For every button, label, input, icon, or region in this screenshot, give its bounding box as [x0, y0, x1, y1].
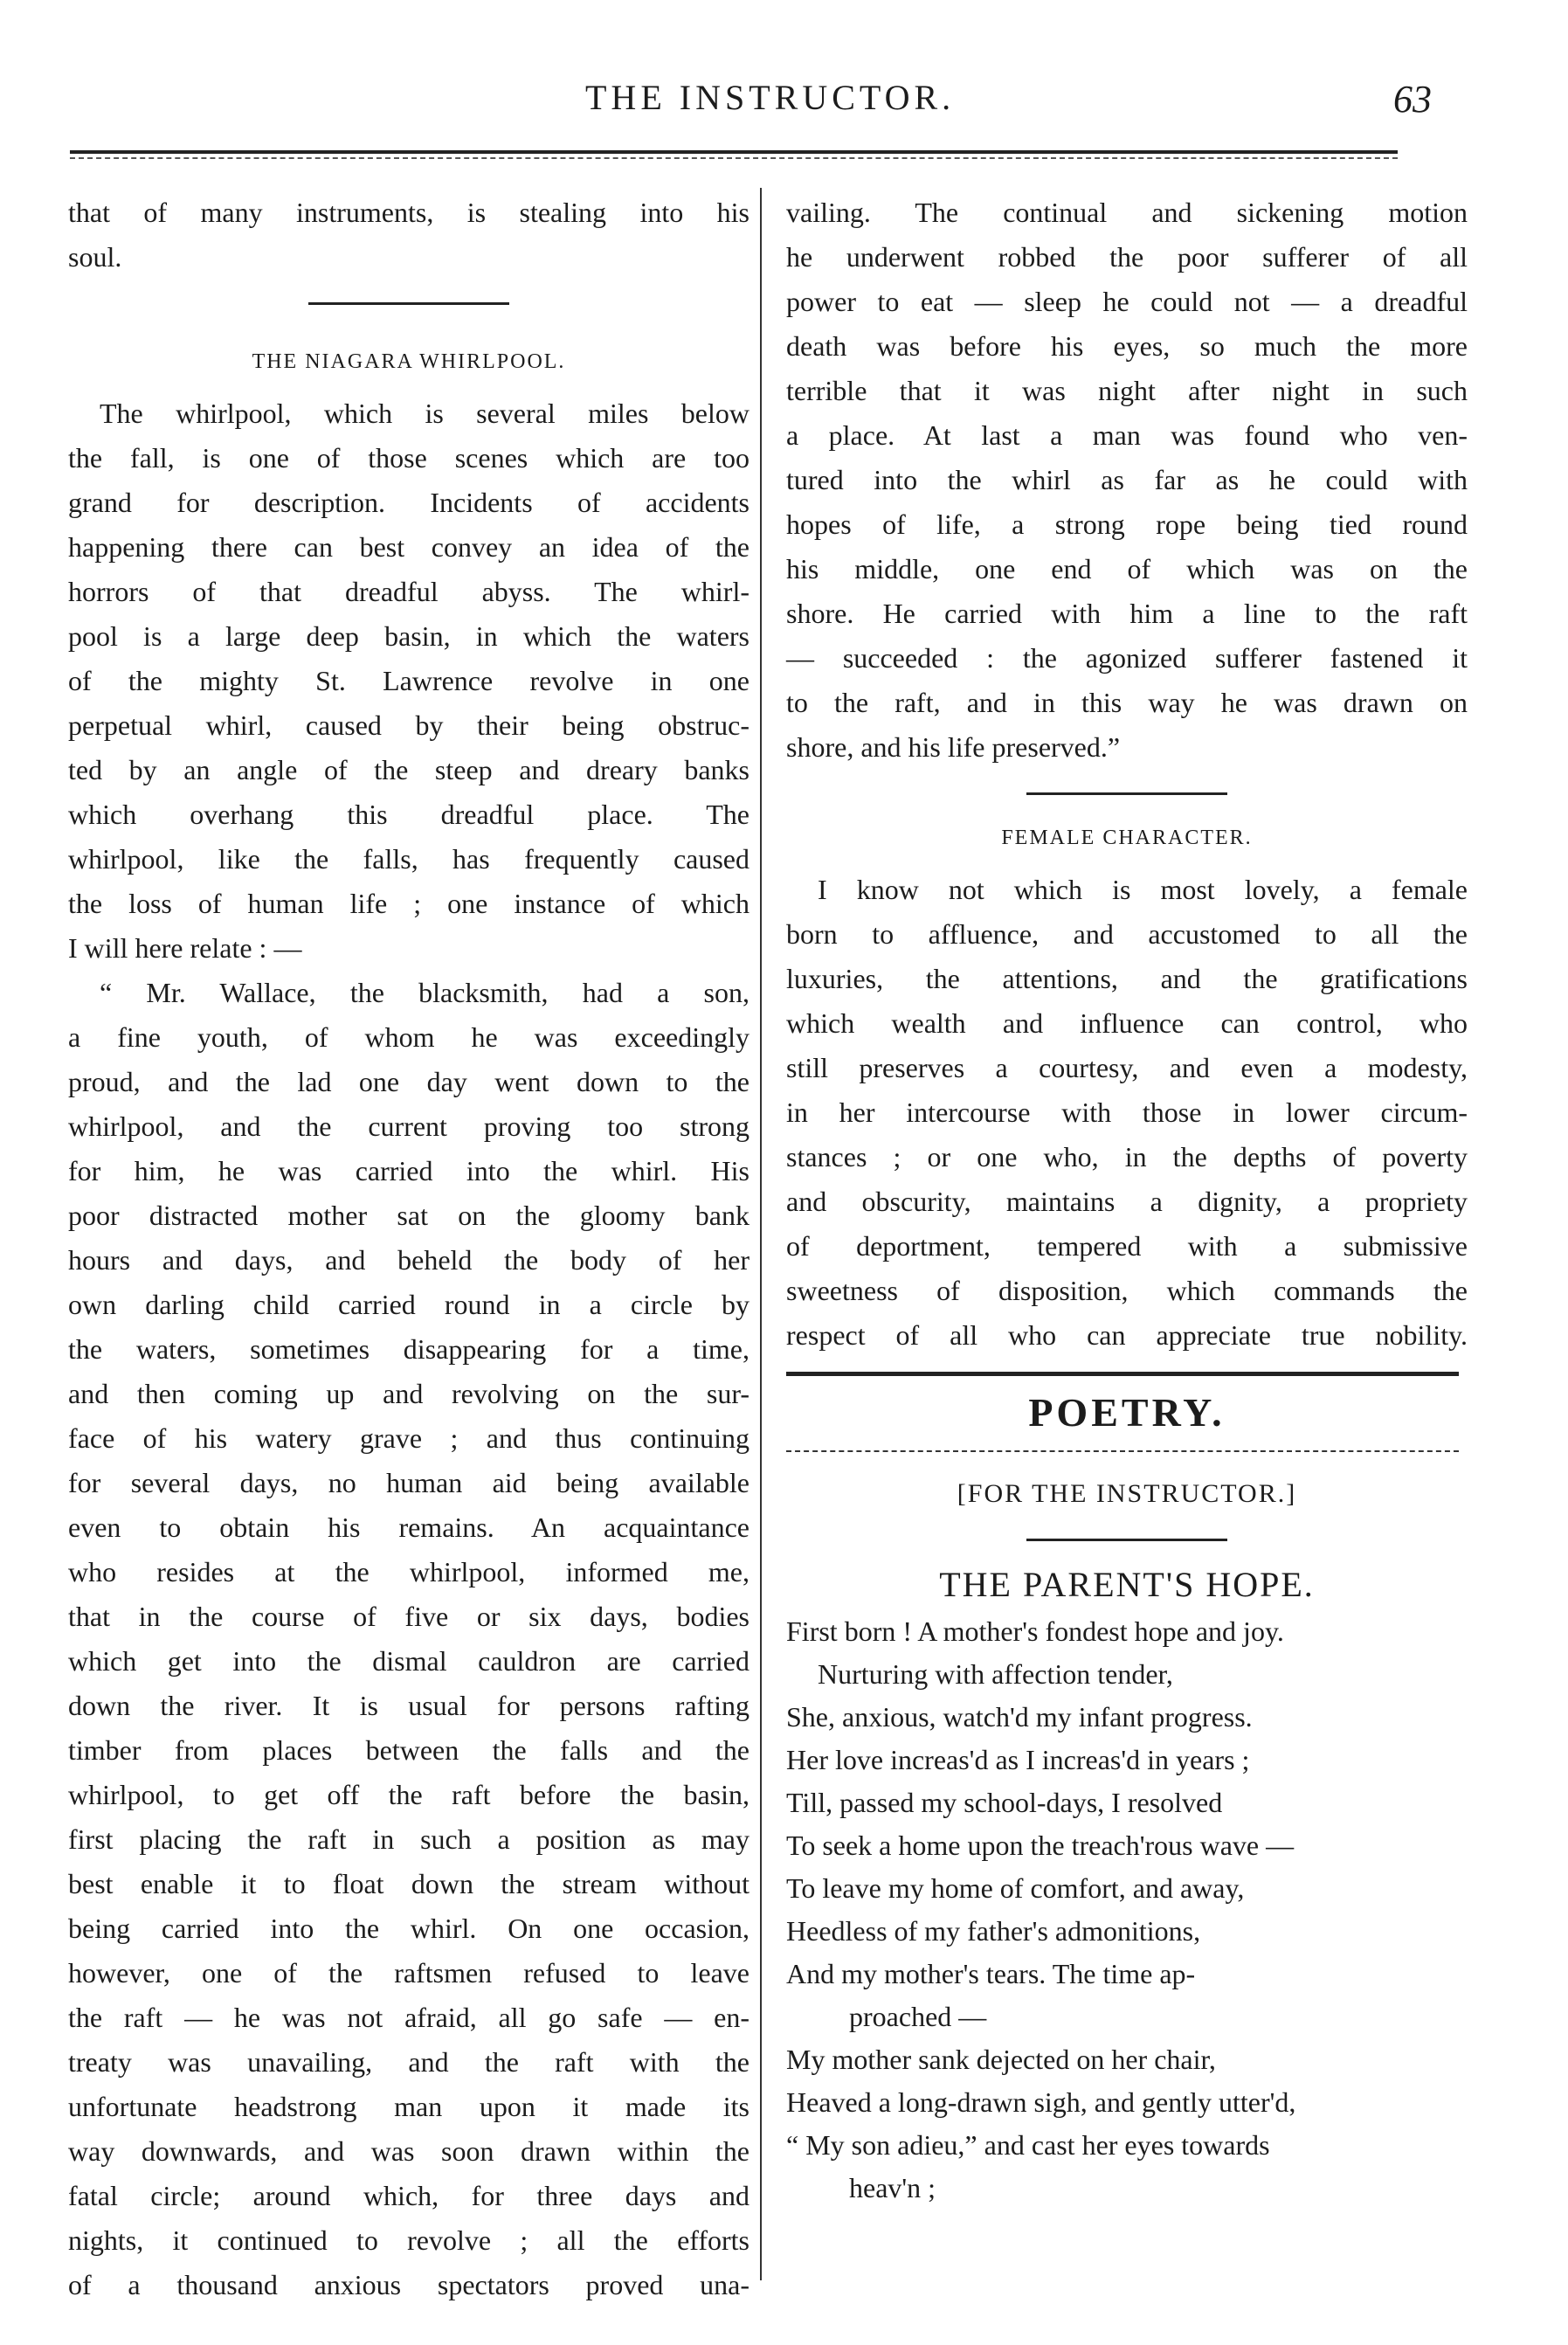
- poetry-title: POETRY.: [1028, 1390, 1226, 1435]
- left-column: [68, 190, 749, 2307]
- article-continuation: [786, 190, 1468, 770]
- poem-line: Heaved a long-drawn sigh, and gently utter'd,: [786, 2086, 1296, 2118]
- section-rule-thick: [786, 1372, 1459, 1376]
- poem-body: [786, 1610, 1468, 2210]
- text-line: nights, it continued to revolve ; all the efforts: [68, 2224, 749, 2256]
- text-line: that of many instruments, is stealing into his: [68, 197, 749, 228]
- text-line: horrors of that dreadful abyss. The whirl-: [68, 576, 749, 607]
- poem-line: Her love increas'd as I increas'd in years ;: [786, 1744, 1250, 1775]
- poem-line: Heedless of my father's admonitions,: [786, 1915, 1201, 1947]
- poem-line: Nurturing with affection tender,: [818, 1658, 1173, 1690]
- text-line: death was before his eyes, so much the more: [786, 330, 1468, 362]
- text-line: of deportment, tempered with a submissive: [786, 1230, 1468, 1262]
- text-line: perpetual whirl, caused by their being obstruc-: [68, 709, 749, 741]
- text-line: for several days, no human aid being available: [68, 1467, 749, 1498]
- text-line: face of his watery grave ; and thus continuing: [68, 1422, 749, 1454]
- text-line: “ Mr. Wallace, the blacksmith, had a son,: [100, 977, 749, 1008]
- text-line: born to affluence, and accustomed to all the: [786, 918, 1468, 950]
- text-line: still preserves a courtesy, and even a modesty,: [786, 1052, 1468, 1083]
- article-body: [68, 391, 749, 2307]
- text-line: a place. At last a man was found who ven-: [786, 419, 1468, 451]
- text-line: soul.: [68, 241, 122, 273]
- right-column: [786, 190, 1468, 2210]
- text-line: his middle, one end of which was on the: [786, 553, 1468, 585]
- text-line: way downwards, and was soon drawn within the: [68, 2135, 749, 2167]
- section-rule: [1026, 1539, 1227, 1541]
- text-line: of the mighty St. Lawrence revolve in one: [68, 665, 749, 696]
- text-line: vailing. The continual and sickening motion: [786, 197, 1468, 228]
- column-divider: [760, 188, 762, 2280]
- text-line: the raft — he was not afraid, all go safe — en-: [68, 2002, 749, 2033]
- text-line: hours and days, and beheld the body of her: [68, 1244, 749, 1276]
- page-header: [61, 77, 1459, 129]
- text-line: terrible that it was night after night in such: [786, 375, 1468, 406]
- poem-line: My mother sank dejected on her chair,: [786, 2044, 1216, 2075]
- text-line: I know not which is most lovely, a female: [818, 874, 1468, 905]
- text-line: own darling child carried round in a circle by: [68, 1289, 749, 1320]
- text-line: in her intercourse with those in lower circum-: [786, 1096, 1468, 1128]
- poem-title: THE PARENT'S HOPE.: [939, 1565, 1315, 1604]
- text-line: which overhang this dreadful place. The: [68, 799, 749, 830]
- text-line: whirlpool, like the falls, has frequently caused: [68, 843, 749, 875]
- text-line: first placing the raft in such a position as may: [68, 1823, 749, 1855]
- text-line: — succeeded : the agonized sufferer fastened it: [786, 642, 1468, 674]
- text-line: grand for description. Incidents of accidents: [68, 487, 749, 518]
- text-line: respect of all who can appreciate true nobility.: [786, 1319, 1468, 1351]
- text-line: and then coming up and revolving on the sur-: [68, 1378, 749, 1409]
- text-line: happening there can best convey an idea of the: [68, 531, 749, 563]
- section-rule-dashed: [786, 1450, 1459, 1452]
- female-character-body: [786, 868, 1468, 1358]
- text-line: whirlpool, and the current proving too strong: [68, 1110, 749, 1142]
- text-line: sweetness of disposition, which commands the: [786, 1275, 1468, 1306]
- text-line: of a thousand anxious spectators proved una-: [68, 2269, 749, 2300]
- text-line: for him, he was carried into the whirl. His: [68, 1155, 749, 1186]
- text-line: that in the course of five or six days, bodies: [68, 1601, 749, 1632]
- text-line: The whirlpool, which is several miles below: [100, 398, 749, 429]
- running-title: THE INSTRUCTOR.: [585, 78, 956, 117]
- poem-line: To leave my home of comfort, and away,: [786, 1872, 1245, 1904]
- poem-line: To seek a home upon the treach'rous wave —: [786, 1830, 1295, 1861]
- text-line: the loss of human life ; one instance of which: [68, 888, 749, 919]
- poem-line: “ My son adieu,” and cast her eyes towards: [786, 2129, 1270, 2161]
- poem-line: She, anxious, watch'd my infant progress.: [786, 1701, 1253, 1733]
- poem-line: proached —: [849, 2001, 987, 2032]
- text-line: which get into the dismal cauldron are carried: [68, 1645, 749, 1677]
- text-line: a fine youth, of whom he was exceedingly: [68, 1021, 749, 1053]
- text-line: fatal circle; around which, for three days and: [68, 2180, 749, 2211]
- text-line: to the raft, and in this way he was drawn on: [786, 687, 1468, 718]
- text-line: pool is a large deep basin, in which the waters: [68, 620, 749, 652]
- text-line: power to eat — sleep he could not — a dreadful: [786, 286, 1468, 317]
- text-line: ted by an angle of the steep and dreary banks: [68, 754, 749, 785]
- text-line: stances ; or one who, in the depths of poverty: [786, 1141, 1468, 1172]
- text-line: shore, and his life preserved.”: [786, 731, 1121, 763]
- text-line: he underwent robbed the poor sufferer of all: [786, 241, 1468, 273]
- opening-paragraph: [68, 190, 749, 280]
- text-line: tured into the whirl as far as he could with: [786, 464, 1468, 495]
- page-number: 63: [1393, 78, 1432, 121]
- text-line: however, one of the raftsmen refused to leave: [68, 1957, 749, 1989]
- text-line: whirlpool, to get off the raft before the basin,: [68, 1779, 749, 1810]
- for-instructor-note: [FOR THE INSTRUCTOR.]: [957, 1479, 1297, 1508]
- text-line: poor distracted mother sat on the gloomy bank: [68, 1200, 749, 1231]
- text-line: the fall, is one of those scenes which are too: [68, 442, 749, 474]
- text-line: I will here relate : —: [68, 932, 302, 964]
- poem-line: heav'n ;: [849, 2172, 936, 2203]
- text-line: best enable it to float down the stream without: [68, 1868, 749, 1899]
- text-line: hopes of life, a strong rope being tied round: [786, 508, 1468, 540]
- female-character-heading: FEMALE CHARACTER.: [1001, 827, 1253, 849]
- section-rule: [1026, 792, 1227, 795]
- text-line: who resides at the whirlpool, informed me,: [68, 1556, 749, 1588]
- article-heading: THE NIAGARA WHIRLPOOL.: [252, 350, 566, 373]
- header-rule: [70, 150, 1398, 154]
- text-line: timber from places between the falls and the: [68, 1734, 749, 1766]
- text-line: down the river. It is usual for persons rafting: [68, 1690, 749, 1721]
- text-line: shore. He carried with him a line to the raft: [786, 598, 1468, 629]
- poem-line: And my mother's tears. The time ap-: [786, 1958, 1196, 1989]
- text-line: unfortunate headstrong man upon it made its: [68, 2091, 749, 2122]
- text-line: being carried into the whirl. On one occasion,: [68, 1913, 749, 1944]
- text-line: proud, and the lad one day went down to the: [68, 1066, 749, 1097]
- text-line: which wealth and influence can control, who: [786, 1007, 1468, 1039]
- text-line: treaty was unavailing, and the raft with the: [68, 2046, 749, 2078]
- text-line: luxuries, the attentions, and the gratifications: [786, 963, 1468, 994]
- header-rule-dashed: [70, 157, 1398, 159]
- poem-line: Till, passed my school-days, I resolved: [786, 1787, 1223, 1818]
- section-rule: [308, 302, 509, 305]
- text-line: even to obtain his remains. An acquaintance: [68, 1511, 749, 1543]
- poem-line: First born ! A mother's fondest hope and joy.: [786, 1615, 1284, 1647]
- text-line: the waters, sometimes disappearing for a time,: [68, 1333, 749, 1365]
- text-line: and obscurity, maintains a dignity, a propriety: [786, 1186, 1468, 1217]
